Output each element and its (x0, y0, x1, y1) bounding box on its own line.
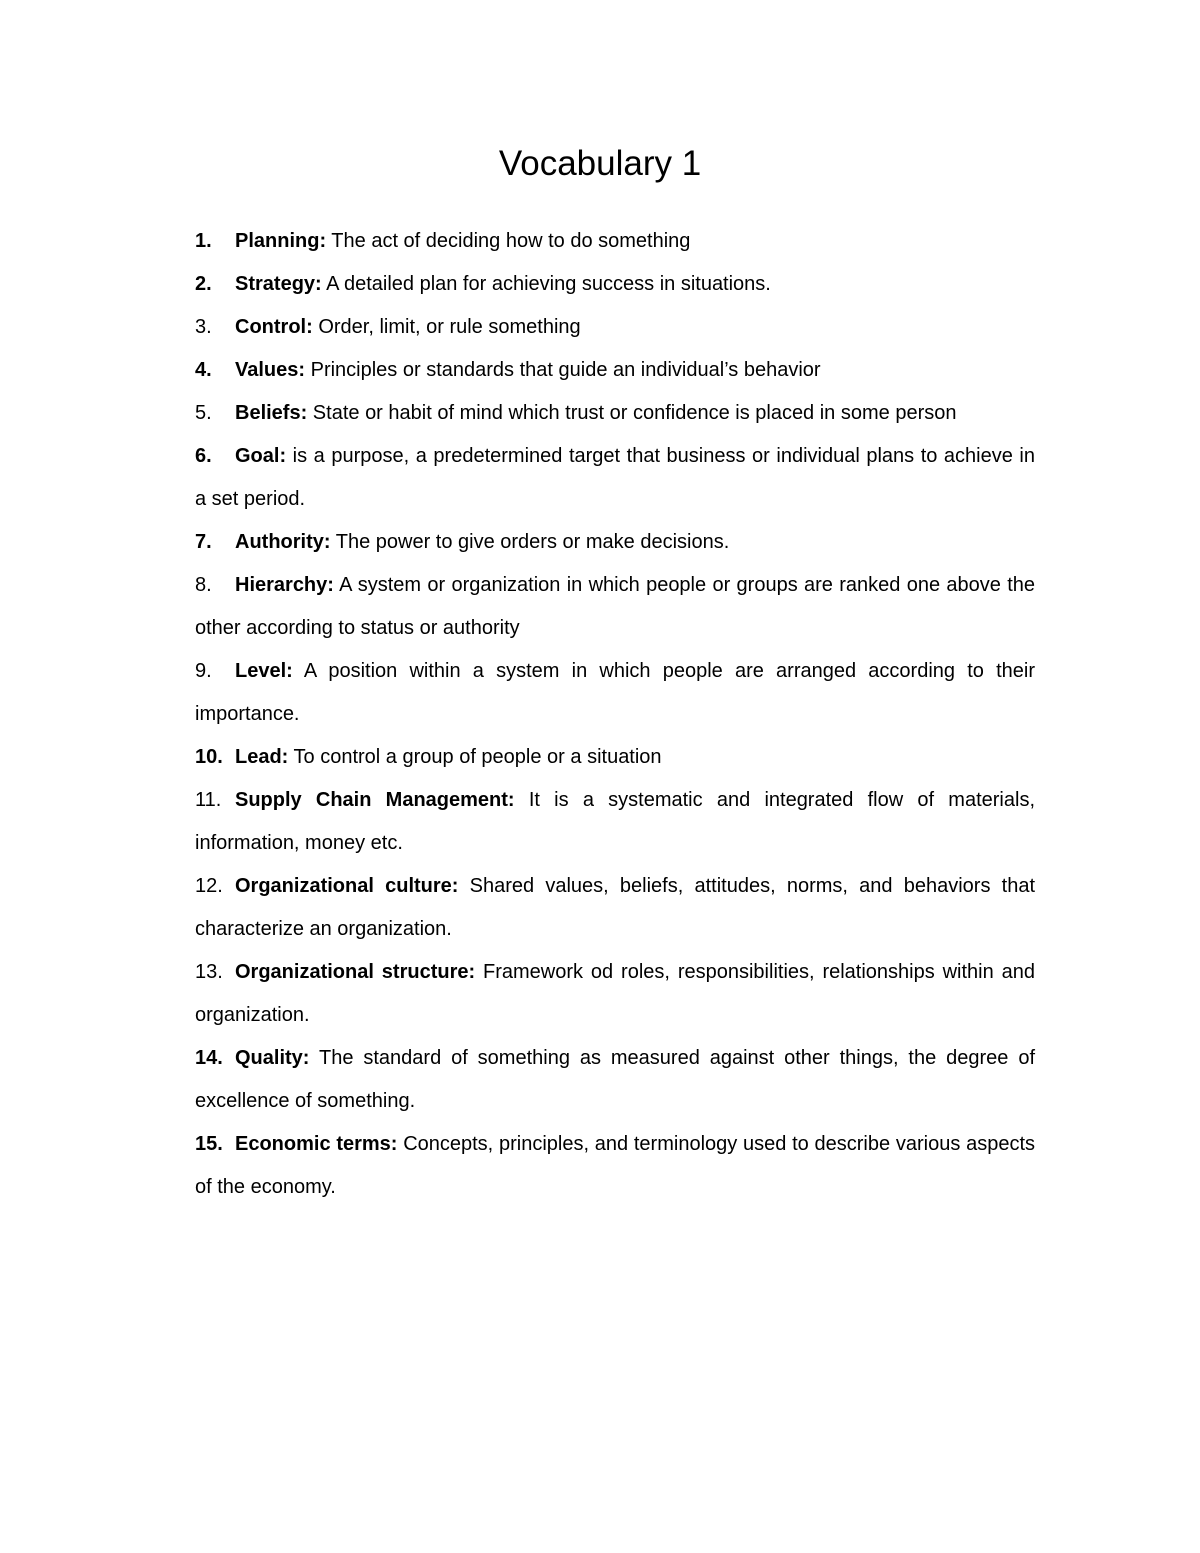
vocab-item (195, 435, 1035, 521)
item-number: 15. (195, 1133, 223, 1155)
item-definition: A position within a system in which people are arranged according to their importance. (195, 660, 1035, 725)
item-number: 2. (195, 273, 212, 295)
item-term: Lead: (235, 746, 289, 768)
vocab-item (195, 736, 1035, 779)
item-term: Organizational structure: (235, 961, 476, 983)
item-definition: The act of deciding how to do something (326, 230, 691, 252)
item-term: Goal: (235, 445, 287, 467)
page-title: Vocabulary 1 (498, 144, 702, 183)
item-definition: A system or organization in which people or groups are ranked one above the other according to status or authority (195, 574, 1035, 639)
item-number: 14. (195, 1047, 223, 1069)
vocab-item (195, 306, 1035, 349)
vocab-item (195, 521, 1035, 564)
item-term: Quality: (235, 1047, 310, 1069)
item-term: Organizational culture: (235, 875, 459, 897)
item-term: Planning: (235, 230, 327, 252)
item-term: Authority: (235, 531, 331, 553)
vocab-item (195, 349, 1035, 392)
item-term: Beliefs: (235, 402, 308, 424)
item-term: Values: (235, 359, 306, 381)
item-term: Hierarchy: (235, 574, 334, 596)
item-number: 4. (195, 359, 212, 381)
vocab-item (195, 564, 1035, 650)
item-number: 13. (195, 961, 223, 983)
vocab-item (195, 220, 1035, 263)
item-number: 10. (195, 746, 223, 768)
item-number: 11. (195, 789, 222, 811)
item-definition: Framework od roles, responsibilities, relationships within and organization. (195, 961, 1035, 1026)
item-definition: A detailed plan for achieving success in situations. (321, 273, 771, 295)
vocab-item (195, 1037, 1035, 1123)
item-term: Level: (235, 660, 293, 682)
item-number: 6. (195, 445, 212, 467)
item-definition: Principles or standards that guide an individual’s behavior (305, 359, 821, 381)
vocab-item (195, 951, 1035, 1037)
item-term: Control: (235, 316, 313, 338)
item-term: Supply Chain Management: (235, 789, 515, 811)
item-number: 9. (195, 660, 212, 682)
vocab-item (195, 1123, 1035, 1209)
item-definition: To control a group of people or a situation (288, 746, 662, 768)
item-number: 1. (195, 230, 212, 252)
item-definition: The power to give orders or make decisions. (330, 531, 730, 553)
item-term: Economic terms: (235, 1133, 398, 1155)
item-term: Strategy: (235, 273, 322, 295)
item-definition: The standard of something as measured against other things, the degree of excellence of something. (195, 1047, 1035, 1112)
item-definition: is a purpose, a predetermined target that business or individual plans to achieve in a set period. (195, 445, 1035, 510)
vocab-item (195, 392, 1035, 435)
item-number: 7. (195, 531, 212, 553)
vocabulary-list (195, 220, 1035, 1209)
vocab-item (195, 779, 1035, 865)
item-definition: Order, limit, or rule something (312, 316, 581, 338)
item-number: 5. (195, 402, 212, 424)
item-definition: State or habit of mind which trust or confidence is placed in some person (307, 402, 957, 424)
item-definition: Concepts, principles, and terminology used to describe various aspects of the economy. (195, 1133, 1036, 1198)
vocab-item (195, 650, 1035, 736)
vocab-item (195, 865, 1035, 951)
item-definition: It is a systematic and integrated flow of materials, information, money etc. (195, 789, 1036, 854)
item-number: 8. (195, 574, 212, 596)
vocab-item (195, 263, 1035, 306)
item-number: 3. (195, 316, 212, 338)
item-number: 12. (195, 875, 223, 897)
item-definition: Shared values, beliefs, attitudes, norms, and behaviors that characterize an organization. (195, 875, 1035, 940)
